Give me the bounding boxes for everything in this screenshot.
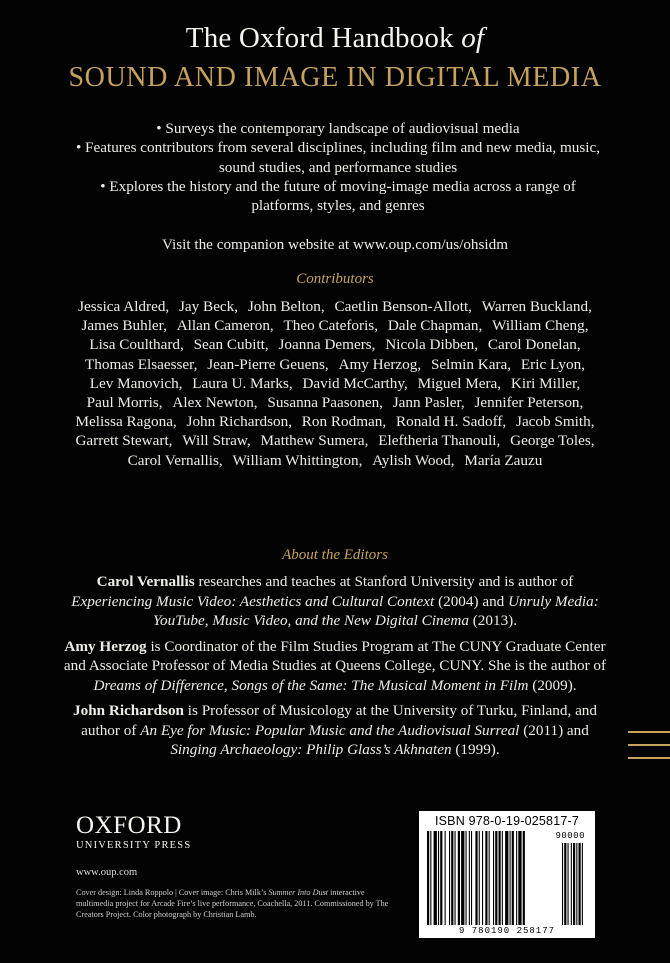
barcode-bar: [482, 831, 483, 925]
companion-website: Visit the companion website at www.oup.com/us/ohsidm: [161, 236, 509, 253]
contributor-name: Will Straw,: [182, 432, 251, 450]
contributor-name: Garrett Stewart,: [75, 432, 173, 450]
barcode-bar: [466, 831, 467, 925]
contributor-name: Carol Donelan,: [487, 336, 581, 354]
contributor-name: Lev Manovich,: [89, 374, 183, 392]
barcode-bar: [461, 831, 464, 925]
university-press-label: UNIVERSITY PRESS: [76, 840, 192, 851]
contributor-name: Aylish Wood,: [372, 451, 455, 469]
editor-book: Unruly Media: YouTube, Music Video, and the New Digital Cinema: [152, 592, 599, 629]
barcode-bar: [505, 831, 508, 925]
editor-name: John Richardson: [73, 702, 184, 719]
editor-book: Experiencing Music Video: Aesthetics and Cultural Context: [71, 592, 435, 610]
editors-bios: [60, 572, 610, 766]
contributor-name: Miguel Mera,: [417, 374, 502, 392]
contributor-name: William Cheng,: [492, 317, 589, 335]
barcode-bar: [455, 831, 456, 925]
contributor-name: Jann Pasler,: [392, 394, 465, 412]
barcode-bar: [518, 831, 521, 925]
contributor-name: Jessica Aldred,: [78, 298, 170, 315]
title-line-1: [0, 22, 670, 55]
contributor-name: Warren Buckland,: [481, 298, 592, 315]
contributor-name: Carol Vernallis,: [127, 451, 223, 469]
gold-rule-decoration: [628, 731, 670, 733]
barcode-bar: [430, 831, 431, 925]
barcode-bar: [434, 831, 437, 925]
contributor-name: Eleftheria Thanouli,: [378, 432, 501, 450]
contributor-name: Kiri Miller,: [510, 374, 581, 392]
contributor-name: Allan Cameron,: [176, 317, 274, 335]
editor-text: is Coordinator of the Film Studies Program at The CUNY Graduate Center and Associate Professor of Media Studies at Queens College, CUNY. She is the author of: [63, 637, 607, 674]
gold-rule-decoration: [628, 744, 670, 746]
credits-text: interactive multimedia project for Arcade Fire’s live performance, Coachella, 2011. Commissioned by The Creators Project. Color photograph by Christian Lamb.: [76, 888, 389, 919]
barcode-addon-bar: [573, 843, 575, 925]
barcode-bar: [471, 831, 472, 925]
editor-text: is Professor of Musicology at the University of Turku, Finland, and author of: [81, 702, 597, 739]
editor-name: Carol Vernallis: [96, 573, 195, 590]
contributor-name: Caetlin Benson-Allott,: [334, 298, 472, 315]
barcode-addon-bar: [571, 843, 572, 925]
barcode-addon-bar: [579, 843, 581, 925]
barcode-addon-bar: [582, 843, 583, 925]
credits-artwork-title: Summer Into Dust: [268, 888, 329, 897]
contributor-name: Susanna Paasonen,: [267, 394, 383, 412]
contributor-name: Theo Cateforis,: [283, 317, 379, 335]
isbn-label: ISBN 978-0-19-025817-7: [434, 814, 580, 828]
bullet-item: • Features contributors from several disciplines, including film and new media, music, sound studies, and performance studies: [75, 139, 601, 176]
contributor-name: William Whittington,: [232, 451, 363, 469]
editor-text: (2009).: [528, 676, 577, 694]
contributor-name: David McCarthy,: [302, 374, 408, 392]
contributor-name: Sean Cubitt,: [193, 336, 269, 354]
credits-text: Cover design: Linda Roppolo | Cover image: Chris Milk’s: [76, 888, 269, 897]
barcode-addon-bar: [564, 843, 566, 925]
barcode-bar: [438, 831, 439, 925]
feature-bullets: [68, 119, 608, 215]
contributor-name: John Richardson,: [186, 413, 292, 431]
barcode-bar: [489, 831, 490, 925]
barcode-number: 9 780190 258177: [458, 926, 555, 936]
contributor-name: Jacob Smith,: [516, 413, 595, 431]
publisher-website: www.oup.com: [76, 867, 138, 878]
barcode-bar: [451, 831, 453, 925]
barcode-bar: [495, 831, 497, 925]
barcode-bar: [523, 831, 525, 925]
contributor-name: Jay Beck,: [179, 298, 239, 315]
contributor-name: Nicola Dibben,: [385, 336, 479, 354]
editor-name: Amy Herzog: [64, 637, 147, 655]
barcode-bar: [445, 831, 446, 925]
contributor-name: Dale Chapman,: [387, 317, 483, 335]
editor-book: Dreams of Difference, Songs of the Same: The Musical Moment in Film: [93, 676, 529, 694]
contributor-name: Eric Lyon,: [520, 355, 585, 373]
contributor-name: Ron Rodman,: [301, 413, 387, 431]
contributor-name: Ronald H. Sadoff,: [395, 413, 507, 431]
barcode-bar: [479, 831, 480, 925]
editor-bio: [60, 572, 610, 631]
contributors-list: [58, 297, 612, 470]
barcode-bars: [424, 831, 590, 925]
contributor-name: James Buhler,: [81, 317, 167, 335]
barcode-bar: [449, 831, 450, 925]
editor-text: (1999).: [451, 741, 500, 758]
cover-credits: [76, 887, 396, 920]
barcode-bar: [493, 831, 494, 925]
contributor-name: George Toles,: [510, 432, 595, 450]
barcode-bar: [516, 831, 517, 925]
barcode-bar: [458, 831, 460, 925]
barcode-bar: [469, 831, 470, 925]
oxford-logo: OXFORD: [76, 812, 182, 839]
editor-text: (2011) and: [519, 721, 589, 739]
title-prefix: The Oxford Handbook: [185, 22, 454, 54]
title-italic-of: of: [461, 22, 485, 54]
gold-rule-decoration: [628, 757, 670, 759]
contributor-name: Melissa Ragona,: [75, 413, 177, 431]
editor-bio: [60, 701, 610, 760]
contributors-heading: Contributors: [296, 271, 374, 287]
contributor-name: Alex Newton,: [172, 394, 258, 412]
editor-book: Singing Archaeology: Philip Glass’s Akhnaten: [170, 741, 452, 758]
editor-text: (2013).: [468, 612, 518, 629]
contributor-name: Jean-Pierre Geuens,: [207, 355, 329, 373]
editor-text: (2004) and: [434, 592, 509, 610]
editors-heading: About the Editors: [282, 547, 388, 563]
contributor-name: Thomas Elsaesser,: [85, 355, 198, 373]
barcode-addon-bar: [568, 843, 569, 925]
barcode-bar: [485, 831, 487, 925]
title-line-2: SOUND AND IMAGE IN DIGITAL MEDIA: [68, 62, 602, 93]
editor-bio: [60, 637, 610, 696]
contributor-name: Lisa Coulthard,: [89, 336, 184, 354]
barcode-bar: [510, 831, 511, 925]
barcode-bar: [440, 831, 442, 925]
contributor-name: Selmin Kara,: [430, 355, 512, 373]
barcode-bar: [512, 831, 514, 925]
contributor-name: Matthew Sumera,: [260, 432, 369, 450]
barcode-bar: [499, 831, 501, 925]
contributor-name: Laura U. Marks,: [192, 374, 293, 392]
price-code: 90000: [555, 831, 585, 841]
isbn-barcode-box: [419, 811, 595, 938]
contributor-name: Paul Morris,: [86, 394, 163, 412]
contributor-name: Amy Herzog,: [338, 355, 422, 373]
contributor-name: María Zauzu: [464, 451, 543, 469]
contributor-name: John Belton,: [247, 298, 325, 315]
barcode-bar: [427, 831, 429, 925]
contributor-name: Jennifer Peterson,: [474, 394, 584, 412]
editor-book: An Eye for Music: Popular Music and the Audiovisual Surreal: [140, 721, 520, 739]
contributor-name: Joanna Demers,: [278, 336, 376, 354]
barcode-addon-bar: [562, 843, 563, 925]
barcode-bar: [502, 831, 503, 925]
bullet-item: • Explores the history and the future of moving-image media across a range of platforms, styles, and genres: [100, 177, 576, 215]
barcode-addon-bar: [576, 843, 577, 925]
editor-text: researches and teaches at Stanford University and is author of: [194, 573, 574, 590]
barcode-bar: [475, 831, 477, 925]
bullet-item: • Surveys the contemporary landscape of audiovisual media: [156, 120, 520, 137]
